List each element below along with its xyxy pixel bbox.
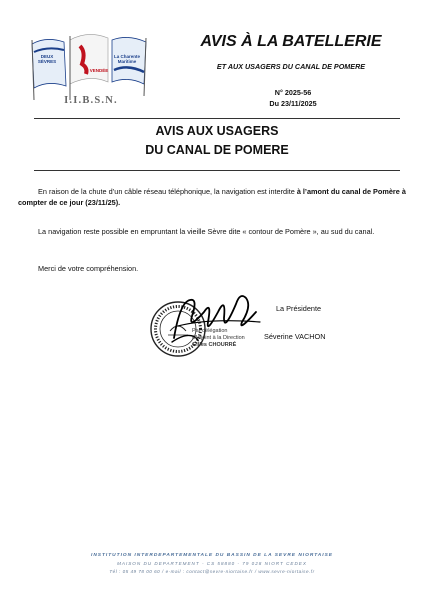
- logo-tag-vendee: VENDÉE: [89, 68, 109, 73]
- main-title-line2: DU CANAL DE POMERE: [145, 143, 289, 157]
- delegation-line1: Par délégation: [192, 328, 228, 334]
- footer-address: MAISON DU DEPARTEMENT - CS 58880 - 79 028 NIORT CEDEX: [117, 561, 307, 566]
- footer-institution: INSTITUTION INTERDEPARTEMENTALE DU BASSIN DE LA SEVRE NIORTAISE: [90, 553, 333, 558]
- main-title-line1: AVIS AUX USAGERS: [155, 124, 279, 138]
- signatory-name: Séverine VACHON: [264, 332, 326, 341]
- delegation-stamp: [192, 328, 252, 349]
- notice-subtitle: ET AUX USAGERS DU CANAL DE POMERE: [216, 62, 366, 71]
- notice-date: Du 23/11/2025: [269, 99, 317, 108]
- notice-number: N° 2025-56: [274, 88, 312, 97]
- paragraph-closure: [18, 186, 412, 208]
- paragraph-closure-bold: à l’amont du canal de Pomère à compter de ce jour (23/11/25).: [18, 187, 406, 207]
- delegation-line2: l'Adjoint à la Direction: [192, 335, 245, 341]
- footer-contact: Tél : 05 49 78 00 60 / e-mail : contact@sevre-niortaise.fr / www.sevre-niortaise.fr: [109, 569, 315, 574]
- signatory-role: La Présidente: [276, 304, 322, 313]
- paragraph-thanks: [18, 263, 412, 274]
- delegation-name: Gilles CHOURRÉ: [192, 342, 237, 348]
- divider-top: [34, 118, 400, 119]
- paragraph-detour-text: La navigation reste possible en empruntant la vieille Sèvre dite « contour de Pomère », au sud du canal.: [38, 227, 375, 236]
- paragraph-closure-text: En raison de la chute d’un câble réseau téléphonique, la navigation est interdite: [38, 187, 297, 196]
- divider-bottom: [34, 170, 400, 171]
- paragraph-thanks-text: Merci de votre compréhension.: [38, 264, 139, 273]
- org-acronym: I.I.B.S.N.: [64, 95, 118, 106]
- logo-tag-charente: La Charente Maritime: [114, 54, 141, 64]
- logo-tag-deux-sevres: DEUX SÈVRES: [37, 54, 57, 64]
- notice-title: AVIS À LA BATELLERIE: [200, 33, 382, 50]
- paragraph-detour: [18, 226, 412, 237]
